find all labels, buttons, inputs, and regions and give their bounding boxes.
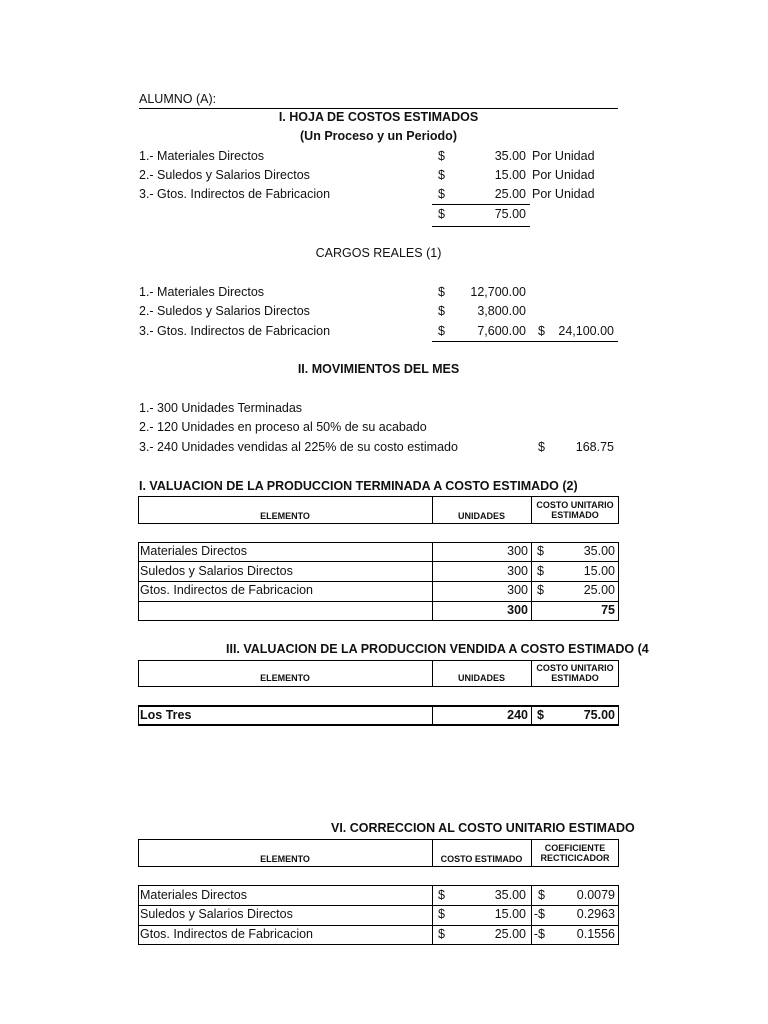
dollar-sign: $ <box>438 888 445 902</box>
dollar-sign: $ <box>438 927 445 941</box>
movimiento-amount: 168.75 <box>575 440 614 454</box>
table-row-elemento: Suledos y Salarios Directos <box>140 564 293 578</box>
cargos-total-rule <box>432 341 618 342</box>
table-row-unidades: 240 <box>507 708 528 722</box>
vv-header-elemento: ELEMENTO <box>260 673 310 683</box>
dollar-sign: $ <box>537 564 544 578</box>
dollar-sign: -$ <box>533 907 545 921</box>
hoja-subtitle: (Un Proceso y un Periodo) <box>300 129 457 143</box>
cc-row-divider <box>138 925 619 926</box>
vv-header-unidades: UNIDADES <box>457 673 505 683</box>
table-row-costo: 75.00 <box>583 708 615 722</box>
hoja-row-amount: 15.00 <box>494 168 526 182</box>
cargos-row-amount: 7,600.00 <box>477 324 526 338</box>
hoja-row-unit: Por Unidad <box>532 168 595 182</box>
cc-row-divider <box>138 905 619 906</box>
cargos-row-amount: 12,700.00 <box>470 285 526 299</box>
hoja-sum-rule <box>432 204 530 205</box>
dollar-sign: $ <box>438 285 445 299</box>
hoja-title: I. HOJA DE COSTOS ESTIMADOS <box>278 110 479 124</box>
table-row-costo: 35.00 <box>494 888 526 902</box>
vt-row-divider <box>138 581 619 582</box>
cc-header-coef-2: RECTICICADOR <box>540 853 610 863</box>
hoja-row-amount: 35.00 <box>494 149 526 163</box>
vt-header-costo-2: ESTIMADO <box>551 510 599 520</box>
table-row-elemento: Materiales Directos <box>140 888 247 902</box>
table-row-unidades: 300 <box>507 564 528 578</box>
cc-header-costo: COSTO ESTIMADO <box>440 854 523 864</box>
dollar-sign: $ <box>438 207 445 221</box>
movimientos-title: II. MOVIMIENTOS DEL MES <box>297 362 460 376</box>
cargos-row-label: 3.- Gtos. Indirectos de Fabricacion <box>139 324 331 338</box>
hoja-row-label: 1.- Materiales Directos <box>139 149 265 163</box>
dollar-sign: $ <box>438 187 445 201</box>
dollar-sign: $ <box>438 149 445 163</box>
cargos-title: CARGOS REALES (1) <box>315 246 442 260</box>
table-row-coef: 0.1556 <box>576 927 615 941</box>
dollar-sign: $ <box>537 583 544 597</box>
hoja-total-amount: 75.00 <box>494 207 526 221</box>
vt-total-unidades: 300 <box>507 603 528 617</box>
table-row-coef: 0.2963 <box>576 907 615 921</box>
dollar-sign: $ <box>538 888 545 902</box>
vt-row-divider <box>138 561 619 562</box>
table-row-costo: 25.00 <box>583 583 615 597</box>
dollar-sign: $ <box>438 907 445 921</box>
vt-header-unidades: UNIDADES <box>457 511 505 521</box>
table-row-elemento: Los Tres <box>140 708 192 722</box>
vt-row-divider <box>138 601 619 602</box>
dollar-sign: $ <box>537 544 544 558</box>
dollar-sign: $ <box>537 708 544 722</box>
hoja-total-rule <box>432 226 530 227</box>
hoja-row-label: 3.- Gtos. Indirectos de Fabricacion <box>139 187 331 201</box>
dollar-sign: -$ <box>533 927 545 941</box>
dollar-sign: $ <box>538 440 545 454</box>
table-row-costo: 35.00 <box>583 544 615 558</box>
movimiento-item: 1.- 300 Unidades Terminadas <box>139 401 303 415</box>
dollar-sign: $ <box>438 304 445 318</box>
cargos-row-label: 2.- Suledos y Salarios Directos <box>139 304 310 318</box>
table-row-costo: 15.00 <box>583 564 615 578</box>
correccion-title: VI. CORRECCION AL COSTO UNITARIO ESTIMADO <box>331 821 635 835</box>
dollar-sign: $ <box>538 324 545 338</box>
cargos-row-amount: 3,800.00 <box>477 304 526 318</box>
valuacion-vendida-title: III. VALUACION DE LA PRODUCCION VENDIDA A COSTO ESTIMADO (4 <box>226 642 649 656</box>
vv-col-divider <box>531 705 532 726</box>
cargos-row-label: 1.- Materiales Directos <box>139 285 265 299</box>
vv-header-costo-1: COSTO UNITARIO <box>536 663 614 673</box>
vt-total-costo: 75 <box>601 603 615 617</box>
table-row-elemento: Materiales Directos <box>140 544 247 558</box>
dollar-sign: $ <box>438 168 445 182</box>
cc-col-divider <box>432 885 433 945</box>
header-rule <box>139 108 618 109</box>
hoja-row-label: 2.- Suledos y Salarios Directos <box>139 168 310 182</box>
dollar-sign: $ <box>438 324 445 338</box>
vt-col-divider <box>531 542 532 621</box>
hoja-row-unit: Por Unidad <box>532 149 595 163</box>
vv-header-costo-2: ESTIMADO <box>551 673 599 683</box>
table-row-elemento: Gtos. Indirectos de Fabricacion <box>140 927 313 941</box>
cc-header-elemento: ELEMENTO <box>260 854 310 864</box>
cc-header-coef-1: COEFICIENTE <box>544 843 606 853</box>
cargos-total-amount: 24,100.00 <box>558 324 614 338</box>
movimiento-item: 2.- 120 Unidades en proceso al 50% de su acabado <box>139 420 427 434</box>
alumno-label: ALUMNO (A): <box>139 92 217 106</box>
movimiento-item: 3.- 240 Unidades vendidas al 225% de su costo estimado <box>139 440 458 454</box>
table-row-unidades: 300 <box>507 544 528 558</box>
table-row-coef: 0.0079 <box>576 888 615 902</box>
hoja-row-unit: Por Unidad <box>532 187 595 201</box>
table-row-costo: 15.00 <box>494 907 526 921</box>
hoja-row-amount: 25.00 <box>494 187 526 201</box>
valuacion-terminada-title: I. VALUACION DE LA PRODUCCION TERMINADA A COSTO ESTIMADO (2) <box>139 479 578 493</box>
table-row-unidades: 300 <box>507 583 528 597</box>
vt-header-elemento: ELEMENTO <box>260 511 310 521</box>
vt-header-costo-1: COSTO UNITARIO <box>536 500 614 510</box>
table-row-elemento: Gtos. Indirectos de Fabricacion <box>140 583 313 597</box>
table-row-elemento: Suledos y Salarios Directos <box>140 907 293 921</box>
table-row-costo: 25.00 <box>494 927 526 941</box>
